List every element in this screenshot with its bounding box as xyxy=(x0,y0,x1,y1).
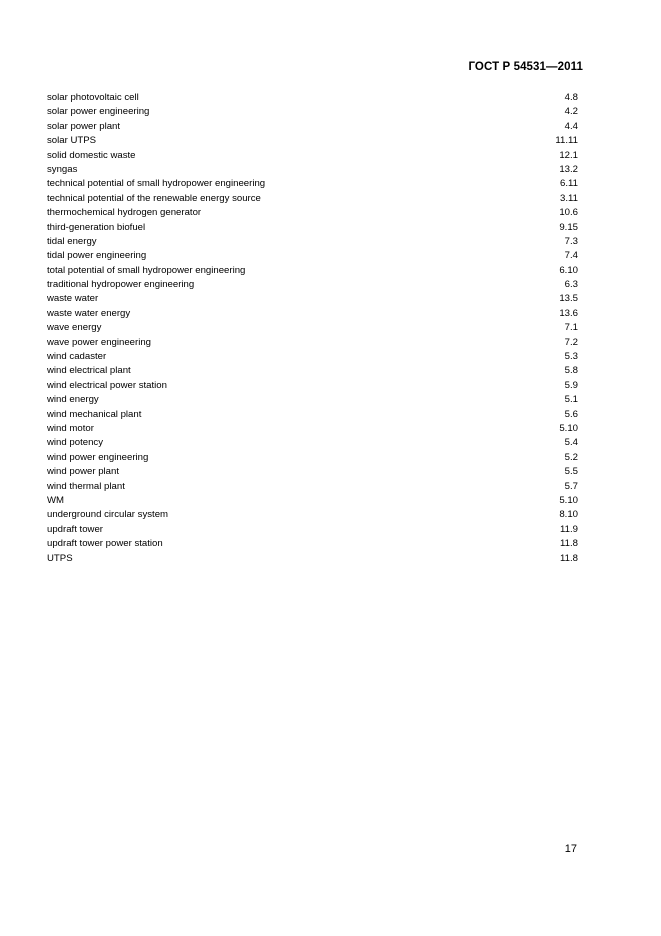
index-entry xyxy=(47,480,578,494)
index-reference: 5.9 xyxy=(564,379,578,391)
index-term: updraft tower xyxy=(47,523,103,535)
index-reference: 7.3 xyxy=(564,235,578,247)
index-reference: 3.11 xyxy=(560,192,578,204)
index-entry xyxy=(47,552,578,566)
index-reference: 13.6 xyxy=(559,307,578,319)
index-entry xyxy=(47,206,578,220)
index-term: third-generation biofuel xyxy=(47,221,146,233)
index-reference: 10.6 xyxy=(559,207,578,219)
index-reference: 9.15 xyxy=(559,221,578,233)
index-entry xyxy=(47,537,578,551)
index-term: technical potential of small hydropower engineering xyxy=(47,178,266,190)
index-reference: 5.10 xyxy=(559,494,578,506)
index-reference: 5.7 xyxy=(564,480,578,492)
index-term: solar UTPS xyxy=(47,135,97,147)
index-reference: 5.8 xyxy=(564,365,578,377)
index-reference: 4.2 xyxy=(564,106,578,118)
index-term: UTPS xyxy=(47,552,73,564)
index-term: wind potency xyxy=(47,437,103,449)
index-entry xyxy=(47,149,578,163)
index-reference: 5.6 xyxy=(564,408,578,420)
index-term: waste water energy xyxy=(47,307,131,319)
index-term: solar power engineering xyxy=(47,106,150,118)
index-term: solar photovoltaic cell xyxy=(47,92,139,103)
index-term: updraft tower power station xyxy=(47,538,163,550)
index-reference: 7.2 xyxy=(564,336,578,348)
index-entry xyxy=(47,379,578,393)
index-entry xyxy=(47,235,578,249)
index-entry xyxy=(47,523,578,537)
index-reference: 5.10 xyxy=(559,422,578,434)
index-term: wind cadaster xyxy=(47,351,107,363)
index-term: underground circular system xyxy=(47,509,169,521)
index-term: tidal energy xyxy=(47,235,97,247)
index-term: solid domestic waste xyxy=(47,149,136,161)
index-reference: 13.2 xyxy=(559,163,578,175)
index-reference: 5.1 xyxy=(564,394,578,406)
index-entry xyxy=(47,264,578,278)
index-entry xyxy=(47,422,578,436)
index-reference: 6.11 xyxy=(560,178,578,190)
index-entry xyxy=(47,192,578,206)
index-term: wind electrical plant xyxy=(47,365,131,377)
index-term: wave power engineering xyxy=(47,336,151,348)
index-reference: 5.3 xyxy=(564,351,578,363)
index-term: thermochemical hydrogen generator xyxy=(47,207,202,219)
index-entry xyxy=(47,350,578,364)
index-term: wind power plant xyxy=(47,466,119,478)
index-entry xyxy=(47,221,578,235)
index-term: tidal power engineering xyxy=(47,250,147,262)
index-entry xyxy=(47,249,578,263)
index-entry xyxy=(47,91,578,105)
index-entry xyxy=(47,177,578,191)
index-entry xyxy=(47,436,578,450)
index-term: wind electrical power station xyxy=(47,379,167,391)
page-number: 17 xyxy=(564,843,577,855)
index-term: syngas xyxy=(47,163,78,175)
index-term: wave energy xyxy=(47,322,102,334)
index-reference: 4.8 xyxy=(564,92,578,103)
index-entry xyxy=(47,163,578,177)
index-entry xyxy=(47,307,578,321)
index-reference: 11.11 xyxy=(555,135,578,147)
index-term: waste water xyxy=(47,293,99,305)
index-entry xyxy=(47,494,578,508)
index-term: technical potential of the renewable energy source xyxy=(47,192,261,204)
index-entry xyxy=(47,364,578,378)
index-reference: 11.9 xyxy=(560,523,578,535)
index-entry xyxy=(47,508,578,522)
index-entry xyxy=(47,105,578,119)
index-entry xyxy=(47,393,578,407)
index-term: wind power engineering xyxy=(47,451,149,463)
term-index-list xyxy=(47,91,578,566)
index-term: wind mechanical plant xyxy=(47,408,142,420)
index-entry xyxy=(47,451,578,465)
index-term: wind energy xyxy=(47,394,99,406)
index-term: WM xyxy=(47,494,65,506)
index-entry xyxy=(47,120,578,134)
index-reference: 5.2 xyxy=(564,451,578,463)
index-reference: 12.1 xyxy=(559,149,578,161)
index-term: wind thermal plant xyxy=(47,480,125,492)
index-term: traditional hydropower engineering xyxy=(47,279,195,291)
index-term: total potential of small hydropower engineering xyxy=(47,264,246,276)
index-reference: 11.8 xyxy=(560,552,578,564)
index-reference: 6.3 xyxy=(564,279,578,291)
index-term: wind motor xyxy=(47,422,94,434)
index-entry xyxy=(47,292,578,306)
index-entry xyxy=(47,134,578,148)
index-reference: 5.5 xyxy=(564,466,578,478)
index-reference: 6.10 xyxy=(559,264,578,276)
index-reference: 7.1 xyxy=(564,322,578,334)
index-reference: 7.4 xyxy=(564,250,578,262)
index-entry xyxy=(47,465,578,479)
index-entry xyxy=(47,321,578,335)
index-reference: 13.5 xyxy=(559,293,578,305)
standard-code-header: ГОСТ Р 54531—2011 xyxy=(468,61,583,73)
index-entry xyxy=(47,336,578,350)
index-term: solar power plant xyxy=(47,120,121,132)
index-entry xyxy=(47,408,578,422)
index-entry xyxy=(47,278,578,292)
index-reference: 11.8 xyxy=(560,538,578,550)
index-reference: 8.10 xyxy=(559,509,578,521)
index-reference: 4.4 xyxy=(564,120,578,132)
index-reference: 5.4 xyxy=(564,437,578,449)
